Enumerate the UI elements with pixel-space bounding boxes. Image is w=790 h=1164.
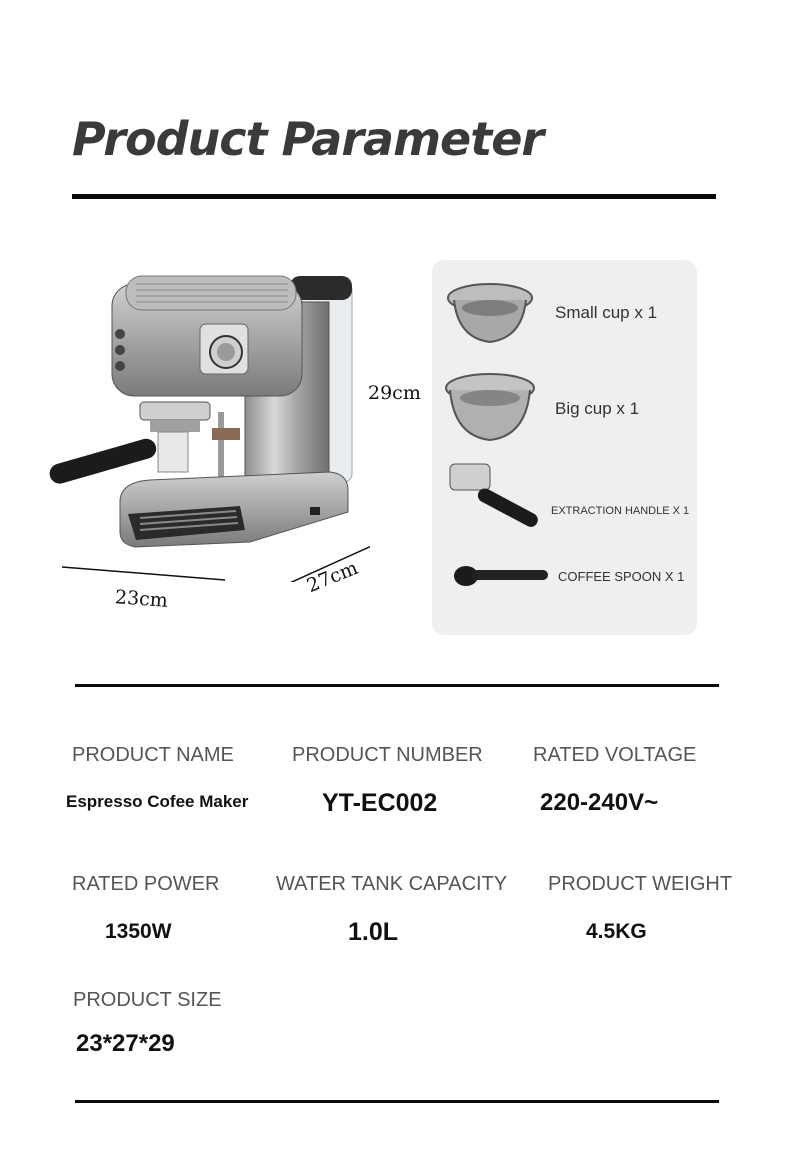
height-dimension: 29cm — [368, 382, 421, 404]
rated-voltage-label: RATED VOLTAGE — [533, 744, 697, 766]
extraction-handle-label: EXTRACTION HANDLE X 1 — [551, 505, 690, 517]
extraction-handle-icon — [450, 464, 540, 529]
water-tank-capacity-value: 1.0L — [348, 918, 399, 946]
section-divider — [75, 684, 719, 687]
big-cup-label: Big cup x 1 — [555, 399, 640, 418]
product-number-value: YT-EC002 — [322, 789, 438, 817]
depth-dimension: 27cm — [303, 556, 362, 598]
water-tank-capacity-label: WATER TANK CAPACITY — [276, 873, 508, 895]
rated-voltage-value: 220-240V~ — [540, 789, 659, 816]
width-dimension: 23cm — [114, 586, 169, 612]
small-cup-icon — [448, 284, 532, 342]
rated-power-value: 1350W — [105, 920, 172, 943]
rated-power-label: RATED POWER — [72, 873, 220, 895]
espresso-machine-image — [40, 262, 370, 582]
coffee-spoon-icon — [454, 566, 548, 586]
big-cup-icon — [446, 374, 534, 440]
product-name-value: Espresso Cofee Maker — [66, 792, 249, 811]
coffee-spoon-label: COFFEE SPOON X 1 — [558, 569, 685, 584]
title-divider — [72, 194, 716, 199]
product-name-label: PRODUCT NAME — [72, 744, 234, 766]
product-number-label: PRODUCT NUMBER — [292, 744, 483, 766]
product-size-value: 23*27*29 — [76, 1030, 175, 1057]
product-weight-label: PRODUCT WEIGHT — [548, 873, 733, 895]
product-size-label: PRODUCT SIZE — [73, 989, 222, 1011]
bottom-divider — [75, 1100, 719, 1103]
product-weight-value: 4.5KG — [586, 920, 647, 943]
small-cup-label: Small cup x 1 — [555, 303, 658, 322]
page-title: Product Parameter — [72, 112, 544, 166]
